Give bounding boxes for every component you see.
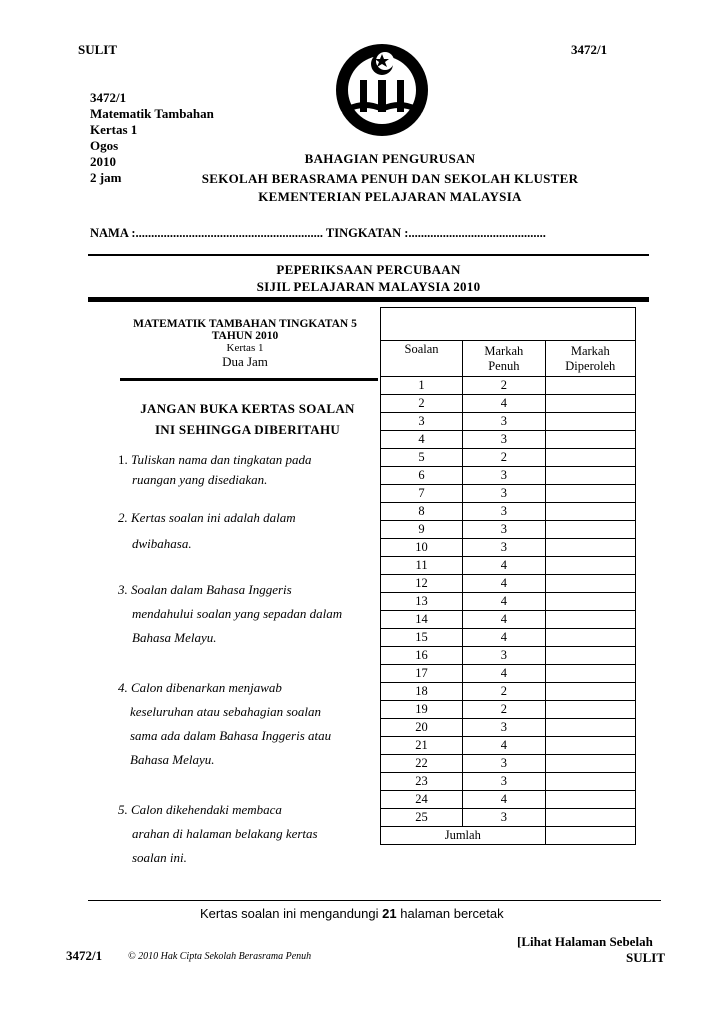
- instruction-line: Kertas soalan ini adalah dalam: [131, 510, 296, 525]
- cell-markah-diperoleh[interactable]: [545, 737, 635, 755]
- cell-soalan: 11: [381, 557, 463, 575]
- cell-markah-penuh: 4: [463, 557, 545, 575]
- table-row: [381, 683, 636, 701]
- rule-top: [88, 254, 649, 256]
- cell-markah-diperoleh[interactable]: [545, 431, 635, 449]
- cell-markah-diperoleh[interactable]: [545, 575, 635, 593]
- instruction-2: [118, 506, 378, 556]
- cell-markah-penuh: 3: [463, 773, 545, 791]
- cell-markah-diperoleh[interactable]: [545, 629, 635, 647]
- instruction-line: arahan di halaman belakang kertas: [132, 826, 318, 841]
- cell-markah-diperoleh[interactable]: [545, 791, 635, 809]
- cell-soalan: 23: [381, 773, 463, 791]
- cell-soalan: 2: [381, 395, 463, 413]
- rule-thick: [88, 297, 649, 302]
- cell-markah-diperoleh[interactable]: [545, 611, 635, 629]
- table-row: [381, 377, 636, 395]
- table-row: [381, 665, 636, 683]
- instruction-line: soalan ini.: [132, 850, 187, 865]
- instruction-num: 3.: [118, 582, 128, 597]
- pages-note-pre: Kertas soalan ini mengandungi: [200, 906, 379, 921]
- cell-markah-penuh: 4: [463, 791, 545, 809]
- cell-markah-penuh: 3: [463, 413, 545, 431]
- next-page-note: [Lihat Halaman Sebelah: [517, 934, 653, 949]
- subject-year: TAHUN 2010: [211, 330, 279, 342]
- cell-markah-diperoleh[interactable]: [545, 773, 635, 791]
- cell-markah-penuh: 3: [463, 539, 545, 557]
- cell-soalan: 18: [381, 683, 463, 701]
- table-header-row: [381, 341, 636, 377]
- warning-line-1: JANGAN BUKA KERTAS SOALAN: [140, 401, 355, 416]
- cell-soalan: 16: [381, 647, 463, 665]
- cell-markah-diperoleh[interactable]: [545, 521, 635, 539]
- instruction-line: Bahasa Melayu.: [132, 630, 217, 645]
- table-row: [381, 395, 636, 413]
- meta-duration: 2 jam: [90, 170, 122, 185]
- subject-title: MATEMATIK TAMBAHAN TINGKATAN 5: [133, 318, 357, 330]
- instruction-line: ruangan yang disediakan.: [132, 472, 268, 487]
- table-row: [381, 719, 636, 737]
- cell-markah-diperoleh[interactable]: [545, 755, 635, 773]
- table-total-row: [381, 827, 636, 845]
- cell-markah-diperoleh[interactable]: [545, 539, 635, 557]
- table-row: [381, 809, 636, 827]
- table-row: [381, 431, 636, 449]
- cell-markah-diperoleh[interactable]: [545, 377, 635, 395]
- subject-block: [120, 318, 370, 370]
- cell-soalan: 19: [381, 701, 463, 719]
- subject-duration: Dua Jam: [222, 354, 268, 369]
- cell-soalan: 9: [381, 521, 463, 539]
- cell-soalan: 6: [381, 467, 463, 485]
- instruction-num: 2.: [118, 510, 128, 525]
- cell-markah-penuh: 3: [463, 503, 545, 521]
- cell-soalan: 20: [381, 719, 463, 737]
- cell-markah-diperoleh[interactable]: [545, 503, 635, 521]
- instruction-num: 4.: [118, 680, 128, 695]
- cell-markah-penuh: 3: [463, 431, 545, 449]
- table-row: [381, 611, 636, 629]
- cell-markah-penuh: 3: [463, 755, 545, 773]
- table-row: [381, 593, 636, 611]
- cell-soalan: 17: [381, 665, 463, 683]
- cell-markah-penuh: 3: [463, 521, 545, 539]
- cell-soalan: 7: [381, 485, 463, 503]
- instruction-line: sama ada dalam Bahasa Inggeris atau: [130, 728, 332, 743]
- table-row: [381, 575, 636, 593]
- cell-markah-diperoleh[interactable]: [545, 413, 635, 431]
- ministry-crest-icon: [322, 40, 442, 145]
- instruction-3: [118, 578, 380, 650]
- exam-line-2: SIJIL PELAJARAN MALAYSIA 2010: [256, 279, 481, 294]
- instruction-num: 1.: [118, 452, 128, 467]
- pages-count: 21: [382, 906, 397, 921]
- instruction-5: [118, 798, 380, 870]
- cell-markah-penuh: 4: [463, 395, 545, 413]
- copyright: © 2010 Hak Cipta Sekolah Berasrama Penuh: [128, 951, 312, 962]
- cell-soalan: 5: [381, 449, 463, 467]
- instruction-line: Calon dibenarkan menjawab: [131, 680, 282, 695]
- instruction-line: mendahului soalan yang sepadan dalam: [132, 606, 343, 621]
- footer-sulit: SULIT: [626, 950, 666, 965]
- table-blank-row: [381, 308, 636, 341]
- svg-text:KEMENTERIAN PELAJARAN MALAYSIA: KEMENTERIAN PELAJARAN MALAYSIA: [335, 111, 429, 145]
- meta-month: Ogos: [90, 138, 119, 153]
- cell-markah-penuh: 3: [463, 485, 545, 503]
- table-row: [381, 467, 636, 485]
- cell-markah-diperoleh[interactable]: [545, 647, 635, 665]
- table-row: [381, 737, 636, 755]
- org-line-3: KEMENTERIAN PELAJARAN MALAYSIA: [258, 189, 522, 204]
- cell-markah-penuh: 3: [463, 647, 545, 665]
- header-markah-penuh: Markah Penuh: [463, 341, 545, 377]
- table-row: [381, 521, 636, 539]
- cell-markah-penuh: 2: [463, 701, 545, 719]
- warning-block: [120, 398, 375, 440]
- meta-paper: Kertas 1: [90, 122, 138, 137]
- cell-soalan: 21: [381, 737, 463, 755]
- cell-soalan: 8: [381, 503, 463, 521]
- org-line-1: BAHAGIAN PENGURUSAN: [304, 151, 476, 166]
- cell-soalan: 22: [381, 755, 463, 773]
- table-row: [381, 539, 636, 557]
- instruction-4: [118, 676, 380, 772]
- instruction-line: Bahasa Melayu.: [130, 752, 215, 767]
- cell-soalan: 1: [381, 377, 463, 395]
- cell-markah-diperoleh[interactable]: [545, 485, 635, 503]
- meta-subject: Matematik Tambahan: [90, 106, 214, 121]
- cell-soalan: 3: [381, 413, 463, 431]
- table-row: [381, 449, 636, 467]
- header-markah-diperoleh: Markah Diperoleh: [545, 341, 635, 377]
- table-row: [381, 791, 636, 809]
- cell-markah-diperoleh[interactable]: [545, 593, 635, 611]
- instruction-num: 5.: [118, 802, 128, 817]
- table-row: [381, 773, 636, 791]
- cell-markah-penuh: 3: [463, 719, 545, 737]
- cell-soalan: 13: [381, 593, 463, 611]
- warning-line-2: INI SEHINGGA DIBERITAHU: [154, 422, 341, 437]
- exam-line-1: PEPERIKSAAN PERCUBAAN: [276, 262, 461, 277]
- table-row: [381, 701, 636, 719]
- cell-markah-diperoleh[interactable]: [545, 809, 635, 827]
- cell-markah-diperoleh[interactable]: [545, 701, 635, 719]
- total-label: Jumlah: [381, 827, 546, 845]
- cell-soalan: 25: [381, 809, 463, 827]
- cell-soalan: 14: [381, 611, 463, 629]
- cell-markah-diperoleh[interactable]: [545, 395, 635, 413]
- cell-markah-penuh: 4: [463, 629, 545, 647]
- total-value[interactable]: [545, 827, 635, 845]
- cell-soalan: 10: [381, 539, 463, 557]
- table-row: [381, 557, 636, 575]
- name-class-line: NAMA :............................................................ TINGKATAN :............................................: [90, 226, 546, 240]
- org-line-2: SEKOLAH BERASRAMA PENUH DAN SEKOLAH KLUSTER: [201, 171, 579, 186]
- cell-markah-penuh: 4: [463, 665, 545, 683]
- pages-note: [200, 906, 504, 921]
- subject-paper: Kertas 1: [226, 342, 264, 354]
- cell-markah-diperoleh[interactable]: [545, 665, 635, 683]
- table-row: [381, 755, 636, 773]
- header-sulit: SULIT: [78, 42, 118, 57]
- table-cell: [381, 308, 636, 341]
- cell-markah-diperoleh[interactable]: [545, 719, 635, 737]
- meta-year: 2010: [90, 154, 116, 169]
- cell-markah-penuh: 4: [463, 611, 545, 629]
- meta-code: 3472/1: [90, 90, 127, 105]
- instruction-line: Calon dikehendaki membaca: [131, 802, 282, 817]
- cell-markah-diperoleh[interactable]: [545, 449, 635, 467]
- rule-left-panel: [120, 378, 378, 381]
- cell-markah-penuh: 4: [463, 593, 545, 611]
- cell-markah-penuh: 2: [463, 449, 545, 467]
- table-row: [381, 647, 636, 665]
- pages-note-post: halaman bercetak: [400, 906, 504, 921]
- cell-markah-penuh: 4: [463, 575, 545, 593]
- table-row: [381, 485, 636, 503]
- header-soalan: Soalan: [381, 341, 463, 377]
- cell-markah-diperoleh[interactable]: [545, 557, 635, 575]
- cell-soalan: 12: [381, 575, 463, 593]
- rule-footer: [88, 900, 661, 901]
- cell-soalan: 4: [381, 431, 463, 449]
- cell-soalan: 24: [381, 791, 463, 809]
- table-row: [381, 503, 636, 521]
- instruction-line: Soalan dalam Bahasa Inggeris: [131, 582, 292, 597]
- cell-markah-penuh: 3: [463, 809, 545, 827]
- table-row: [381, 413, 636, 431]
- score-table: [380, 307, 636, 845]
- cell-markah-penuh: 4: [463, 737, 545, 755]
- cell-markah-penuh: 2: [463, 377, 545, 395]
- cell-markah-penuh: 2: [463, 683, 545, 701]
- instruction-1: [118, 448, 378, 492]
- header-code: 3472/1: [571, 42, 608, 57]
- instruction-line: keseluruhan atau sebahagian soalan: [130, 704, 322, 719]
- instruction-line: Tuliskan nama dan tingkatan pada: [131, 452, 312, 467]
- cell-markah-penuh: 3: [463, 467, 545, 485]
- instruction-line: dwibahasa.: [132, 536, 192, 551]
- footer-code: 3472/1: [66, 948, 103, 963]
- cell-markah-diperoleh[interactable]: [545, 467, 635, 485]
- cell-soalan: 15: [381, 629, 463, 647]
- cell-markah-diperoleh[interactable]: [545, 683, 635, 701]
- table-row: [381, 629, 636, 647]
